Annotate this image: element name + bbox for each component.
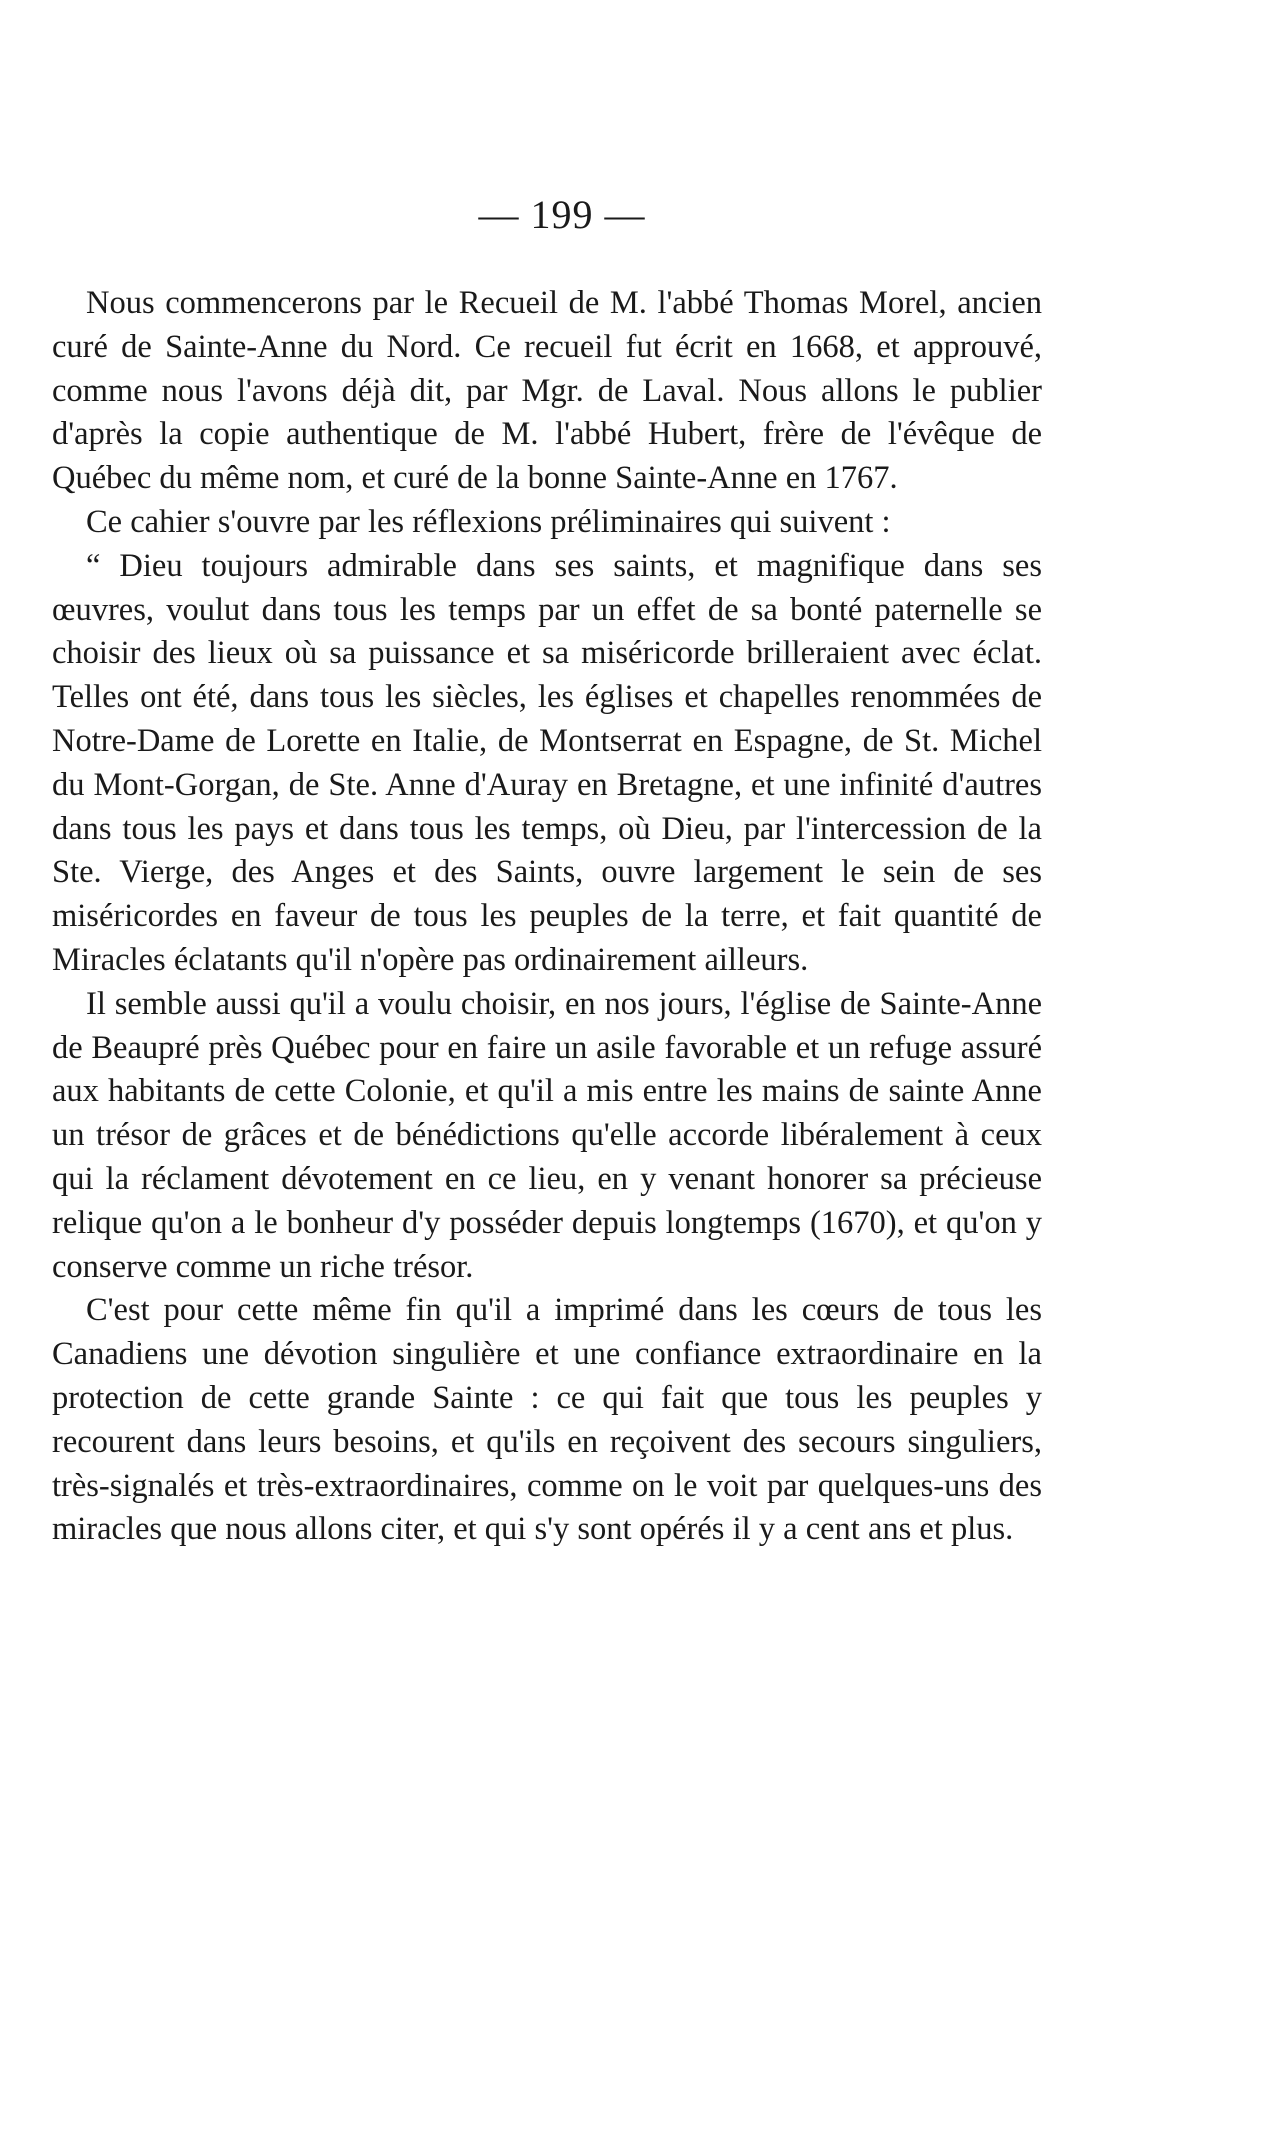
page-number: — 199 — [478, 192, 646, 237]
paragraph-cahier: Ce cahier s'ouvre par les réflexions préliminaires qui suivent : [86, 503, 891, 540]
book-page [52, 190, 1042, 1552]
paragraph-sainte-anne-beaupre: Il semble aussi qu'il a voulu choisir, en nos jours, l'église de Sainte-Anne de Beaupré près Québec pour en faire un asile favorable et un refuge assuré aux habitants de cette Colonie, et qu'il a mis entre les mains de sainte Anne un trésor de grâces et de bénédictions qu'elle accorde libéralement à ceux qui la réclament dévotement en ce lieu, en y venant honorer sa précieuse relique qu'on a le bonheur d'y posséder depuis longtemps (1670), et qu'on y conserve comme un riche trésor. [52, 985, 1042, 1285]
paragraph-intro: Nous commencerons par le Recueil de M. l'abbé Thomas Morel, ancien curé de Sainte-Anne du Nord. Ce recueil fut écrit en 1668, et approuvé, comme nous l'avons déjà dit, par Mgr. de Laval. Nous allons le publier d'après la copie authentique de M. l'abbé Hubert, frère de l'évêque de Québec du même nom, et curé de la bonne Sainte-Anne en 1767. [52, 285, 1042, 497]
paragraph-canadiens: C'est pour cette même fin qu'il a imprimé dans les cœurs de tous les Canadiens une dévotion singulière et une confiance extraordinaire en la protection de cette grande Sainte : ce qui fait que tous les peuples y recourent dans leurs besoins, et qu'ils en reçoivent des secours singuliers, très-signalés et très-extraordinaires, comme on le voit par quelques-uns des miracles que nous allons citer, et qui s'y sont opérés il y a cent ans et plus. [52, 1292, 1042, 1548]
paragraph-quote-dieu: “ Dieu toujours admirable dans ses saints, et magnifique dans ses œuvres, voulut dans tous les temps par un effet de sa bonté paternelle se choisir des lieux où sa puissance et sa miséricorde brilleraient avec éclat. Telles ont été, dans tous les siècles, les églises et chapelles renommées de Notre-Dame de Lorette en Italie, de Montserrat en Espagne, de St. Michel du Mont-Gorgan, de Ste. Anne d'Auray en Bretagne, et une infinité d'autres dans tous les pays et dans tous les temps, où Dieu, par l'intercession de la Ste. Vierge, des Anges et des Saints, ouvre largement le sein de ses miséricordes en faveur de tous les peuples de la terre, et fait quantité de Miracles éclatants qu'il n'opère pas ordinairement ailleurs. [52, 547, 1042, 978]
